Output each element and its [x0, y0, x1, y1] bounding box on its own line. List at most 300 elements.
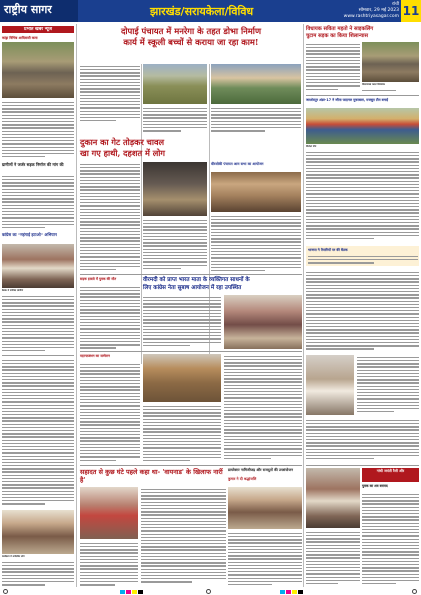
right-photo-3 — [306, 355, 354, 415]
body-text-line — [306, 310, 419, 311]
body-text-line — [141, 521, 226, 522]
body-text-line — [80, 117, 140, 118]
body-text-line — [306, 165, 419, 166]
left-story1-head: कांड्रा विभिन्न आदिवासी कला — [2, 36, 38, 40]
body-text-line — [224, 385, 302, 386]
body-text-line — [362, 507, 419, 508]
body-text-line — [2, 185, 74, 186]
left-text-2 — [2, 174, 74, 230]
body-text-line — [80, 312, 140, 313]
body-text-line — [306, 433, 419, 434]
body-text-line — [2, 156, 45, 157]
body-text-line — [2, 137, 74, 138]
body-text-line — [306, 60, 360, 61]
body-text-line — [80, 344, 140, 345]
body-text-line — [306, 345, 419, 346]
body-text-line — [80, 202, 140, 203]
body-text-line — [2, 440, 74, 441]
body-text-line — [357, 408, 419, 409]
body-text-line — [2, 500, 74, 501]
body-text-line — [80, 173, 140, 174]
body-text-line — [80, 322, 140, 323]
body-text-line — [357, 379, 419, 380]
body-text-line — [2, 575, 74, 576]
bottom-photo-1 — [80, 487, 138, 539]
body-text-line — [143, 406, 221, 407]
body-text-line — [2, 134, 74, 135]
body-text-line — [141, 540, 226, 541]
body-text-line — [357, 411, 394, 412]
body-text-line — [306, 304, 419, 305]
body-text-line — [211, 111, 301, 112]
body-text-line — [80, 95, 140, 96]
body-text-line — [2, 446, 74, 447]
body-text-line — [2, 462, 74, 463]
body-text-line — [141, 556, 226, 557]
body-text-line — [357, 370, 419, 371]
edition-date: सोमवार, 29 मई 2023 — [358, 8, 399, 13]
body-text-line — [80, 460, 116, 461]
body-text-line — [2, 192, 74, 193]
body-text-line — [211, 216, 301, 217]
body-text-line — [306, 73, 360, 74]
body-text-line — [306, 301, 419, 302]
body-text-line — [357, 360, 419, 361]
body-text-line — [362, 577, 419, 578]
body-text-line — [141, 537, 226, 538]
body-text-line — [80, 421, 140, 422]
body-text-line — [224, 423, 302, 424]
lead-headline-1: दोपाई पंचायत में मनरेगा के तहत डोभा निर्माण — [120, 26, 262, 36]
body-text-line — [80, 424, 140, 425]
body-text-line — [224, 426, 302, 427]
body-text-line — [143, 124, 207, 125]
body-text-line — [228, 581, 302, 582]
body-text-line — [2, 481, 74, 482]
body-text-line — [80, 418, 140, 419]
print-footer — [0, 587, 421, 595]
body-text-line — [306, 554, 360, 555]
body-text-line — [2, 491, 74, 492]
body-text-line — [306, 442, 419, 443]
body-text-line — [143, 242, 207, 243]
body-text-line — [224, 410, 302, 411]
body-text-line — [2, 195, 74, 196]
body-text-line — [80, 111, 140, 112]
mid-sub-head-2: सड़क हादसे में युवक की मौत — [80, 277, 117, 281]
body-text-line — [143, 316, 221, 317]
body-text-line — [211, 257, 301, 258]
body-text-line — [141, 489, 226, 490]
right-text-3 — [308, 254, 418, 266]
body-text-line — [306, 551, 360, 552]
color-bar-black — [138, 590, 143, 594]
body-text-line — [80, 290, 140, 291]
left-caption-1: बैठक में शामिल ग्रामीण — [2, 289, 24, 292]
registration-mark-icon — [3, 589, 8, 594]
body-text-line — [224, 455, 302, 456]
body-text-line — [362, 539, 419, 540]
body-text-line — [80, 332, 140, 333]
body-text-line — [80, 347, 116, 348]
right-text-1 — [306, 42, 360, 92]
left-story2-head: ग्रामीणों ने जर्जर सड़क निर्माण की मांग की — [2, 162, 64, 167]
body-text-line — [2, 401, 74, 402]
body-text-line — [143, 261, 207, 262]
body-text-line — [2, 108, 74, 109]
body-text-line — [80, 303, 140, 304]
body-text-line — [80, 578, 138, 579]
body-text-line — [141, 578, 226, 579]
body-text-line — [306, 225, 419, 226]
body-text-line — [80, 316, 140, 317]
body-text-line — [143, 121, 207, 122]
body-text-line — [2, 430, 74, 431]
body-text-line — [2, 487, 74, 488]
body-text-line — [2, 449, 74, 450]
body-text-line — [80, 559, 138, 560]
body-text-line — [2, 221, 74, 222]
mid-sub-head-3: महागठबंधन का सम्मेलन — [80, 354, 110, 358]
body-text-line — [362, 570, 419, 571]
body-text-line — [362, 561, 419, 562]
body-text-line — [2, 478, 74, 479]
body-text-line — [80, 269, 116, 270]
body-text-line — [80, 244, 140, 245]
body-text-line — [306, 238, 374, 239]
left-tag: प्रभात खबर न्यूज — [2, 26, 74, 33]
body-text-line — [2, 389, 74, 390]
body-text-line — [306, 291, 419, 292]
mid-text-5 — [143, 295, 221, 349]
body-text-line — [2, 398, 74, 399]
body-text-line — [80, 370, 140, 371]
body-text-line — [211, 229, 301, 230]
body-text-line — [306, 212, 419, 213]
body-text-line — [2, 182, 74, 183]
body-text-line — [306, 570, 360, 571]
body-text-line — [80, 224, 140, 225]
body-text-line — [2, 211, 74, 212]
body-text-line — [224, 420, 302, 421]
body-text-line — [2, 456, 74, 457]
body-text-line — [211, 264, 301, 265]
body-text-line — [2, 443, 74, 444]
body-text-line — [362, 564, 419, 565]
body-text-line — [80, 114, 140, 115]
body-text-line — [80, 399, 140, 400]
body-text-line — [2, 414, 74, 415]
body-text-line — [80, 549, 138, 550]
body-text-line — [80, 250, 140, 251]
right-caption-2: विजेता टीम — [306, 145, 317, 148]
body-text-line — [141, 518, 226, 519]
body-text-line — [308, 256, 418, 257]
body-text-line — [80, 328, 140, 329]
body-text-line — [211, 108, 301, 109]
body-text-line — [228, 539, 302, 540]
column-rule — [303, 24, 304, 587]
color-bar-magenta — [126, 590, 131, 594]
left-photo-3 — [2, 510, 74, 554]
lead-headline-2: कार्य में स्कूली बच्चों से कराया जा रहा काम! — [123, 37, 259, 47]
body-text-line — [143, 258, 207, 259]
right-text-8 — [306, 530, 360, 586]
body-text-line — [2, 315, 74, 316]
body-text-line — [80, 205, 140, 206]
body-text-line — [2, 424, 74, 425]
body-text-line — [2, 379, 74, 380]
body-text-line — [2, 111, 74, 112]
body-text-line — [224, 452, 302, 453]
body-text-line — [224, 445, 302, 446]
body-text-line — [228, 555, 302, 556]
body-text-line — [141, 581, 192, 582]
body-text-line — [141, 549, 226, 550]
body-text-line — [80, 209, 140, 210]
body-text-line — [306, 541, 360, 542]
body-text-line — [306, 294, 419, 295]
body-text-line — [2, 363, 74, 364]
right-photo-4 — [306, 468, 360, 528]
body-text-line — [306, 232, 419, 233]
body-text-line — [80, 79, 140, 80]
body-text-line — [357, 398, 419, 399]
body-text-line — [306, 219, 419, 220]
body-text-line — [2, 405, 74, 406]
body-text-line — [2, 227, 45, 228]
body-text-line — [306, 449, 419, 450]
body-text-line — [80, 85, 140, 86]
body-text-line — [306, 82, 360, 83]
body-text-line — [80, 309, 140, 310]
right-photo-2 — [306, 108, 419, 144]
body-text-line — [306, 420, 419, 421]
body-text-line — [362, 567, 419, 568]
body-text-line — [2, 217, 74, 218]
body-text-line — [306, 439, 419, 440]
body-text-line — [141, 511, 226, 512]
body-text-line — [224, 458, 271, 459]
body-text-line — [306, 445, 419, 446]
body-text-line — [2, 201, 74, 202]
body-text-line — [362, 500, 419, 501]
body-text-line — [306, 573, 360, 574]
body-text-line — [80, 415, 140, 416]
divider — [2, 355, 74, 356]
body-text-line — [80, 180, 140, 181]
body-text-line — [2, 118, 74, 119]
body-text-line — [224, 416, 302, 417]
body-text-line — [2, 350, 45, 351]
body-text-line — [80, 568, 138, 569]
body-text-line — [80, 428, 140, 429]
body-text-line — [143, 127, 207, 128]
body-text-line — [357, 363, 419, 364]
body-text-line — [2, 121, 74, 122]
body-text-line — [2, 385, 74, 386]
body-text-line — [306, 320, 419, 321]
body-text-line — [143, 236, 207, 237]
body-text-line — [80, 69, 140, 70]
body-text-line — [362, 532, 419, 533]
body-text-line — [80, 215, 140, 216]
body-text-line — [80, 167, 140, 168]
body-text-line — [80, 338, 140, 339]
body-text-line — [141, 559, 226, 560]
body-text-line — [80, 437, 140, 438]
body-text-line — [143, 117, 207, 118]
body-text-line — [80, 552, 138, 553]
color-bar-yellow — [132, 590, 137, 594]
body-text-line — [306, 455, 419, 456]
page-number: 11 — [401, 0, 421, 22]
body-text-line — [80, 456, 140, 457]
body-text-line — [80, 91, 140, 92]
body-text-line — [306, 216, 419, 217]
body-text-line — [80, 218, 140, 219]
body-text-line — [141, 572, 226, 573]
body-text-line — [211, 127, 301, 128]
body-text-line — [306, 332, 419, 333]
body-text-line — [357, 382, 419, 383]
body-text-line — [80, 189, 140, 190]
body-text-line — [143, 252, 207, 253]
body-text-line — [80, 412, 140, 413]
body-text-line — [2, 214, 74, 215]
body-text-line — [228, 552, 302, 553]
body-text-line — [80, 263, 140, 264]
body-text-line — [80, 565, 138, 566]
body-text-line — [2, 127, 74, 128]
body-text-line — [357, 405, 419, 406]
body-text-line — [80, 260, 140, 261]
body-text-line — [211, 248, 301, 249]
lead-photo-1 — [143, 64, 207, 104]
body-text-line — [141, 575, 226, 576]
body-text-line — [306, 174, 419, 175]
body-text-line — [2, 395, 74, 396]
mid-text-2 — [143, 218, 207, 272]
body-text-line — [362, 574, 419, 575]
body-text-line — [306, 561, 360, 562]
body-text-line — [228, 533, 302, 534]
body-text-line — [143, 345, 190, 346]
body-text-line — [224, 407, 302, 408]
body-text-line — [80, 66, 140, 67]
body-text-line — [80, 572, 138, 573]
body-text-line — [80, 581, 138, 582]
body-text-line — [143, 268, 181, 269]
body-text-line — [2, 568, 74, 569]
body-text-line — [2, 420, 74, 421]
brand-name: राष्ट्रीय सागर — [4, 3, 52, 16]
body-text-line — [211, 238, 301, 239]
body-text-line — [224, 362, 302, 363]
body-text-line — [362, 551, 419, 552]
body-text-line — [306, 285, 419, 286]
color-bar-cyan — [120, 590, 125, 594]
body-text-line — [306, 76, 360, 77]
body-text-line — [80, 450, 140, 451]
body-text-line — [306, 538, 360, 539]
body-text-line — [306, 209, 419, 210]
body-text-line — [228, 536, 302, 537]
body-text-line — [362, 548, 419, 549]
body-text-line — [80, 444, 140, 445]
body-text-line — [80, 393, 140, 394]
body-text-line — [143, 441, 221, 442]
body-text-line — [211, 270, 265, 271]
body-text-line — [143, 428, 221, 429]
mid-sub-head-1: बीरसोकी पंचायत आम सभा का आयोजन — [211, 162, 264, 166]
right-headline-5: युवक का शव बरामद — [362, 484, 388, 488]
body-text-line — [224, 369, 302, 370]
body-text-line — [143, 226, 207, 227]
body-text-line — [362, 494, 419, 495]
bottom-headline: सहादत से कुछ घंटे पहले कहा था- 'वायनाड' के खिलाफ नारीं है' — [80, 468, 223, 484]
body-text-line — [306, 326, 419, 327]
body-text-line — [80, 373, 140, 374]
body-text-line — [80, 447, 140, 448]
body-text-line — [224, 381, 302, 382]
body-text-line — [224, 365, 302, 366]
mid-headline-1: दुकान का गेट तोड़कर चावल — [80, 137, 165, 147]
body-text-line — [362, 510, 419, 511]
body-text-line — [80, 104, 140, 105]
body-text-line — [80, 453, 140, 454]
body-text-line — [306, 297, 419, 298]
body-text-line — [80, 431, 140, 432]
body-text-line — [80, 164, 140, 165]
body-text-line — [80, 82, 140, 83]
body-text-line — [80, 98, 140, 99]
body-text-line — [80, 228, 140, 229]
body-text-line — [306, 53, 360, 54]
right-photo-1 — [362, 42, 419, 82]
body-text-line — [362, 554, 419, 555]
body-text-line — [306, 580, 360, 581]
body-text-line — [80, 319, 140, 320]
body-text-line — [2, 321, 74, 322]
body-text-line — [80, 183, 140, 184]
mid-photo-1 — [143, 162, 207, 216]
edition-city: रांची — [391, 2, 399, 7]
body-text-line — [306, 89, 338, 90]
right-text-7 — [362, 492, 419, 586]
body-text-line — [228, 565, 302, 566]
body-text-line — [80, 177, 140, 178]
body-text-line — [306, 190, 419, 191]
body-text-line — [2, 503, 45, 504]
color-bar-black — [298, 590, 303, 594]
body-text-line — [306, 313, 419, 314]
body-text-line — [143, 457, 221, 458]
body-text-line — [357, 357, 419, 358]
mid-text-6 — [80, 362, 140, 462]
body-text-line — [2, 382, 74, 383]
body-text-line — [211, 222, 301, 223]
body-text-line — [306, 235, 419, 236]
body-text-line — [228, 562, 302, 563]
body-text-line — [80, 383, 140, 384]
bottom-side-head-1: डायरेक्टर नामिजीजड़ और राजदूतों की उपसंयोजन — [228, 468, 294, 472]
edition-site: www.rashtriyasagar.com — [343, 14, 399, 19]
body-text-line — [362, 90, 396, 91]
body-text-line — [211, 235, 301, 236]
body-text-line — [2, 189, 74, 190]
body-text-line — [306, 181, 419, 182]
